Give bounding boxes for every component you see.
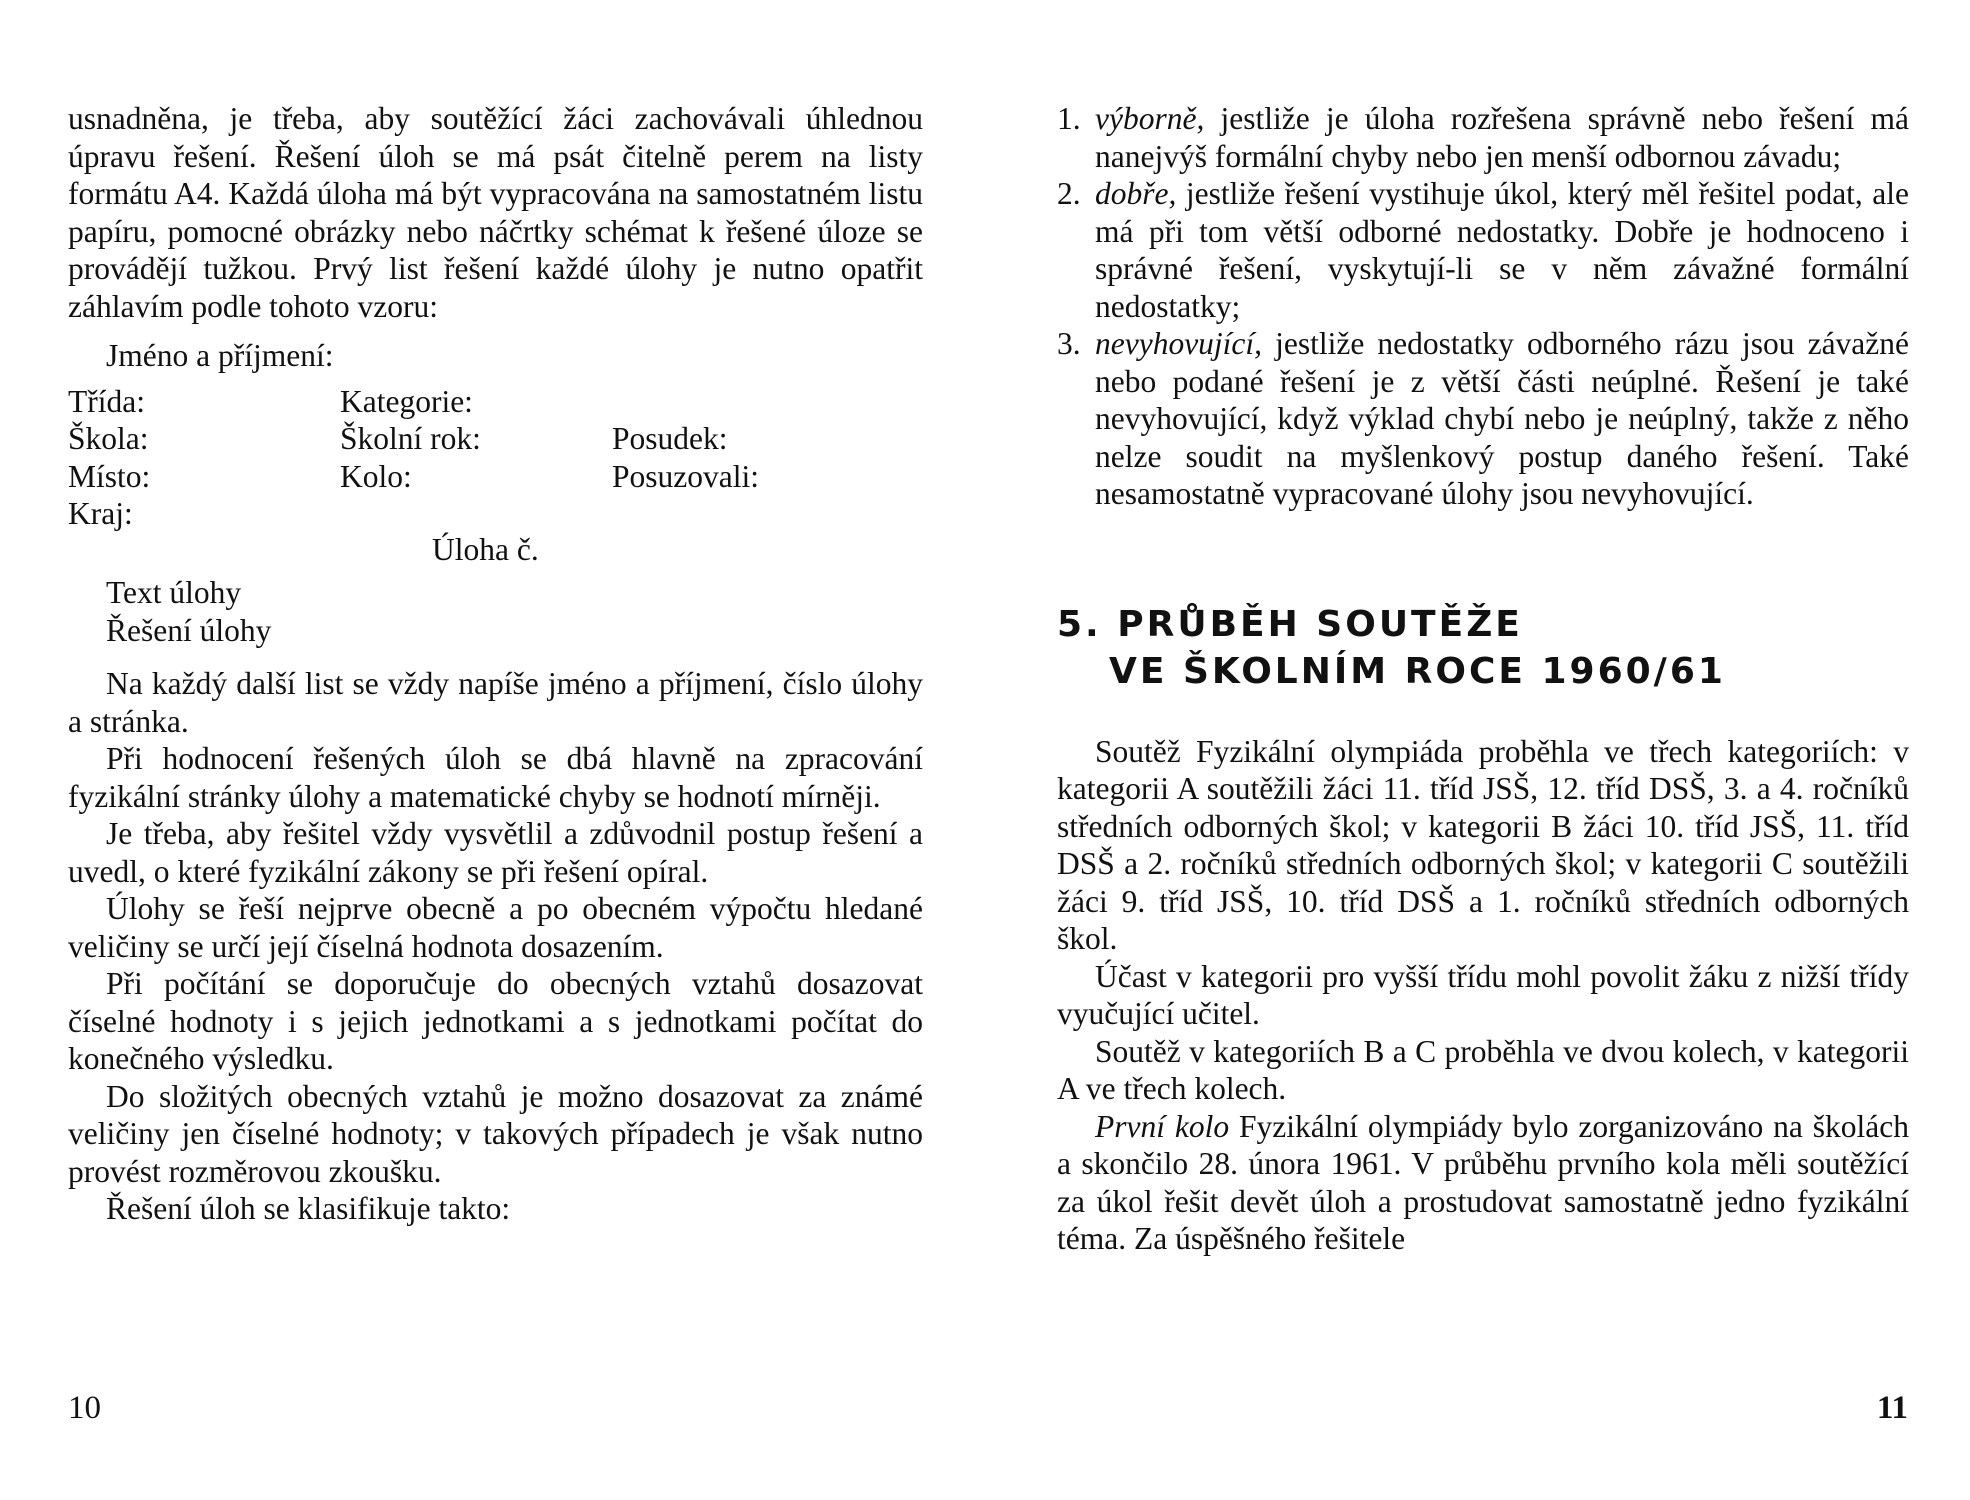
paragraph: Při hodnocení řešených úloh se dbá hlavně na zpracování fyzikální stránky úlohy a matematické chyby se hodnotí mírněji. <box>68 741 923 814</box>
header-row-1 <box>68 383 923 421</box>
header-row-3 <box>68 458 923 496</box>
page-number-right: 11 <box>1876 1390 1908 1426</box>
rule-text: jestliže je úloha rozřešena správně nebo řešení má nanejvýš formální chyby nebo jen menší odbornou závadu; <box>1095 101 1909 174</box>
header-template <box>68 337 923 649</box>
first-round-term: První kolo <box>1095 1108 1230 1144</box>
list-item <box>1057 325 1909 513</box>
rule-text: jestliže řešení vystihuje úkol, který měl řešitel podat, ale má při tom větší odborné nedostatky. Dobře je hodnoceno i správné řešení, vyskytují-li se v něm závažné formální nedostatky; <box>1095 176 1909 324</box>
heading-line-2: VE ŠKOLNÍM ROCE 1960/61 <box>1109 650 1726 692</box>
paragraph: Na každý další list se vždy napíše jméno a příjmení, číslo úlohy a stránka. <box>68 666 923 739</box>
uloha-cislo-label: Úloha č. <box>432 531 539 567</box>
name-label: Jméno a příjmení: <box>106 338 334 373</box>
section-heading <box>1057 601 1909 695</box>
first-round-text: Fyzikální olympiády bylo zorganizováno na školách a skončilo 28. února 1961. V průběhu prvního kola měli soutěžící za úkol řešit devět úloh a prostudovat samostatně jedno fyzikální téma. Za úspěšného řešitele <box>1057 1108 1909 1256</box>
trida-label: Třída: <box>68 383 145 419</box>
paragraph: Do složitých obecných vztahů je možno dosazovat za známé veličiny jen číselné hodnoty; v takových případech je však nutno provést rozměrovou zkoušku. <box>68 1078 923 1189</box>
reseni-ulohy-label: Řešení úlohy <box>106 612 272 648</box>
list-number: 3. <box>1057 326 1081 361</box>
paragraph-first-round <box>1057 1108 1909 1258</box>
posudek-label: Posudek: <box>612 421 728 456</box>
page-number-left: 10 <box>68 1390 101 1426</box>
rule-term: nevyhovující, <box>1095 326 1263 361</box>
paragraph: Úlohy se řeší nejprve obecně a po obecném výpočtu hledané veličiny se určí její číselná hodnota dosazením. <box>68 891 923 964</box>
right-text-column <box>1057 100 1909 1258</box>
rule-term: dobře, <box>1095 176 1177 211</box>
left-text-column <box>68 100 923 1228</box>
misto-label: Místo: <box>68 458 151 494</box>
left-paragraphs <box>68 665 923 1228</box>
kategorie-label: Kategorie: <box>340 383 473 419</box>
paragraph: Účast v kategorii pro vyšší třídu mohl povolit žáku z nižší třídy vyučující učitel. <box>1057 958 1909 1031</box>
paragraph: Při počítání se doporučuje do obecných vztahů dosazovat číselné hodnoty i s jejich jednotkami a s jednotkami počítat do konečného výsledku. <box>68 966 923 1076</box>
paragraph: Soutěž v kategoriích B a C proběhla ve dvou kolech, v kategorii A ve třech kolech. <box>1057 1033 1909 1106</box>
paragraph: Soutěž Fyzikální olympiáda proběhla ve třech kategoriích: v kategorii A soutěžili žáci 11. tříd JSŠ, 12. tříd DSŠ, 3. a 4. ročníků středních odborných škol; v kategorii B žáci 10. tříd JSŠ, 11. tříd DSŠ a 2. ročníků středních odborných škol; v kategorii C soutěžili žáci 9. tříd JSŠ, 10. tříd DSŠ a 1. ročníků středních odborných škol. <box>1057 733 1909 956</box>
heading-line-1: 5. PRŮBĚH SOUTĚŽE <box>1057 603 1523 645</box>
header-row-2 <box>68 420 923 458</box>
skolni-rok-label: Školní rok: <box>340 421 481 456</box>
paragraph: Je třeba, aby řešitel vždy vysvětlil a zdůvodnil postup řešení a uvedl, o které fyzikální zákony se při řešení opíral. <box>68 816 923 889</box>
rule-term: výborně, <box>1095 101 1205 136</box>
list-item <box>1057 100 1909 175</box>
list-number: 2. <box>1057 176 1081 211</box>
right-page <box>985 0 1970 1500</box>
text-ulohy-label: Text úlohy <box>106 575 242 610</box>
kraj-label: Kraj: <box>68 496 133 531</box>
skola-label: Škola: <box>68 421 149 456</box>
list-item <box>1057 175 1909 325</box>
intro-paragraph: usnadněna, je třeba, aby soutěžící žáci zachovávali úhlednou úpravu řešení. Řešení úloh se má psát čitelně perem na listy formátu A4. Každá úloha má být vypracována na samostatném listu papíru, pomocné obrázky nebo náčrtky schémat k řešené úloze se provádějí tužkou. Prvý list řešení každé úlohy je nutno opatřit záhlavím podle tohoto vzoru: <box>68 101 923 324</box>
paragraph: Řešení úloh se klasifikuje takto: <box>106 1191 511 1226</box>
classification-list <box>1057 100 1909 513</box>
kolo-label: Kolo: <box>340 458 412 494</box>
list-number: 1. <box>1057 101 1081 136</box>
rule-text: jestliže nedostatky odborného rázu jsou závažné nebo podané řešení je z větší části neúplné. Řešení je také nevyhovující, když výklad chybí nebo je neúplný, takže z něho nelze soudit na myšlenkový postup daného řešení. Také nesamostatně vypracované úlohy jsou nevyhovující. <box>1095 326 1909 511</box>
posuzovali-label: Posuzovali: <box>612 458 759 494</box>
